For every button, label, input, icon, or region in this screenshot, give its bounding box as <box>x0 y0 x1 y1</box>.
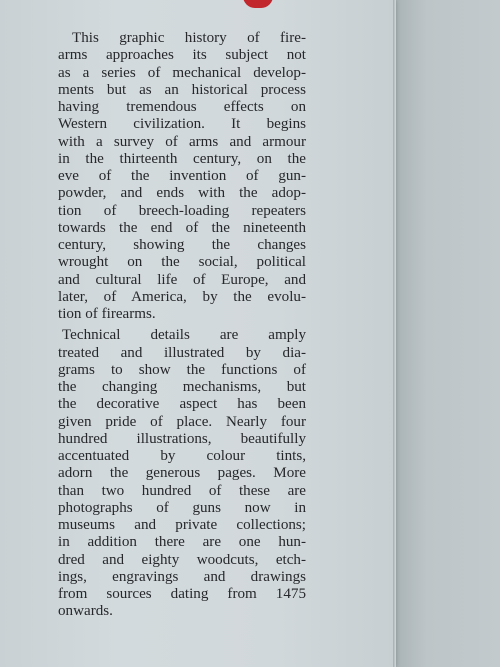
flap-copy <box>58 30 306 621</box>
text-line: tion of firearms. <box>58 306 156 322</box>
text-line: the decorative aspect has been <box>58 396 306 413</box>
text-line: than two hundred of these are <box>58 482 306 499</box>
text-line: ings, engravings and drawings <box>58 568 306 585</box>
text-line: century, showing the changes <box>58 237 306 253</box>
text-line: museums and private collections; <box>58 517 306 533</box>
text-line: and cultural life of Europe, and <box>58 271 306 288</box>
text-line: from sources dating from 1475 <box>58 586 306 602</box>
paragraph-1 <box>58 30 306 323</box>
flap-edge <box>393 0 396 667</box>
text-line: ments but as an historical process <box>58 81 306 98</box>
text-line: tion of breech-loading repeaters <box>58 202 306 219</box>
text-line: having tremendous effects on <box>58 99 306 115</box>
text-line: photographs of guns now in <box>58 499 306 516</box>
text-line: eve of the invention of gun- <box>58 168 306 184</box>
text-line: later, of America, by the evolu- <box>58 288 306 305</box>
text-line: with a survey of arms and armour <box>58 133 306 150</box>
book-cover-background <box>396 0 500 667</box>
text-line: dred and eighty woodcuts, etch- <box>58 551 306 568</box>
text-line: Western civilization. It begins <box>58 116 306 133</box>
text-line: arms approaches its subject not <box>58 47 306 64</box>
text-line: wrought on the social, political <box>58 254 306 271</box>
text-line: the changing mechanisms, but <box>58 379 306 395</box>
text-line: in addition there are one hun- <box>58 534 306 551</box>
text-line: powder, and ends with the adop- <box>58 185 306 202</box>
text-line: as a series of mechanical develop- <box>58 64 306 81</box>
text-line: in the thirteenth century, on the <box>58 150 306 167</box>
red-emblem-mark <box>243 0 273 8</box>
text-line: given pride of place. Nearly four <box>58 413 306 430</box>
text-line: hundred illustrations, beautifully <box>58 430 306 447</box>
text-line: adorn the generous pages. More <box>58 465 306 482</box>
text-line: grams to show the functions of <box>58 361 306 378</box>
text-line: accentuated by colour tints, <box>58 448 306 464</box>
text-line: treated and illustrated by dia- <box>58 344 306 361</box>
text-line: towards the end of the nineteenth <box>58 219 306 236</box>
text-line: onwards. <box>58 603 113 620</box>
text-line: Technical details are amply <box>62 327 306 344</box>
text-line: This graphic history of fire- <box>72 30 306 46</box>
paragraph-2 <box>58 327 306 620</box>
